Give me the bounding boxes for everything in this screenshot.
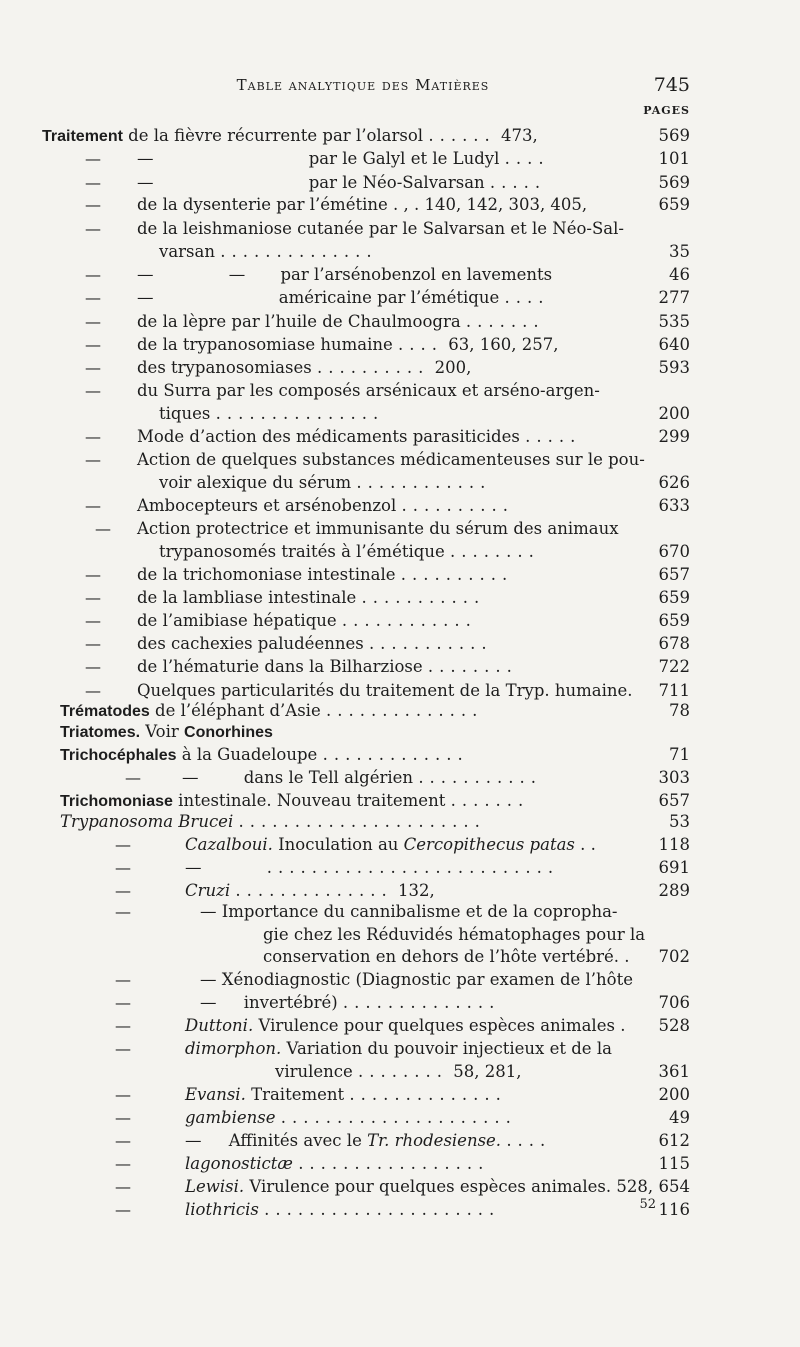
ditto-dash: — <box>85 219 101 238</box>
entry-text: Ambocepteurs et arsénobenzol .......... <box>137 496 514 515</box>
entry-text: Quelques particularités du traitement de la Tryp. humaine. <box>137 681 633 700</box>
ditto-dash: — <box>115 1200 131 1219</box>
index-entry <box>0 880 800 902</box>
entry-text: — Xénodiagnostic (Diagnostic par examen de l’hôte <box>200 970 634 989</box>
entry-text: — .......................... <box>185 858 560 877</box>
page-number: 745 <box>653 74 690 96</box>
index-entry <box>0 426 800 448</box>
entry-page-ref: 593 <box>658 358 690 377</box>
entry-text: de la lambliase intestinale ........... <box>137 588 486 607</box>
entry-page-ref: 640 <box>658 335 690 354</box>
index-entry <box>0 811 800 833</box>
entry-page-ref: 670 <box>658 542 690 561</box>
entry-text: tiques ............... <box>159 404 385 423</box>
entry-page-ref: 569 <box>658 173 690 192</box>
entry-page-ref: 303 <box>658 768 690 787</box>
entry-text: Traitement de la fièvre récurrente par l’olarsol ...... 473, <box>42 126 538 145</box>
ditto-dash: — <box>85 265 101 284</box>
entry-page-ref: 659 <box>658 611 690 630</box>
entry-page-ref: 115 <box>658 1154 690 1173</box>
entry-page-ref: 612 <box>658 1131 690 1150</box>
entry-page-ref: 361 <box>658 1062 690 1081</box>
entry-text: Mode d’action des médicaments parasiticides ..... <box>137 427 582 446</box>
ditto-dash: — <box>85 335 101 354</box>
entry-page-ref: 528 <box>658 1016 690 1035</box>
ditto-dash: — <box>115 970 131 989</box>
index-entry <box>0 767 800 789</box>
entry-page-ref: 535 <box>658 312 690 331</box>
index-entry <box>0 1130 800 1152</box>
entry-text: — invertébré) .............. <box>200 993 501 1012</box>
ditto-dash: — <box>85 681 101 700</box>
entry-page-ref: 299 <box>658 427 690 446</box>
index-entry <box>0 1015 800 1037</box>
index-entry <box>0 700 800 722</box>
ditto-dash: — <box>115 1085 131 1104</box>
entry-text: de la dysenterie par l’émétine . , . 140, 142, 303, 405, <box>137 195 588 214</box>
index-entry <box>0 241 800 263</box>
entry-text: gambiense ..................... <box>185 1108 517 1127</box>
entry-text: virulence ........ 58, 281, <box>275 1062 522 1081</box>
ditto-dash: — <box>85 634 101 653</box>
entry-text: voir alexique du sérum ............ <box>159 473 492 492</box>
entry-text: Trématodes de l’éléphant d’Asie .............. <box>60 701 484 720</box>
entry-page-ref: 702 <box>658 947 690 966</box>
entry-page-ref: 78 <box>669 701 690 720</box>
entry-text: Trichocéphales à la Guadeloupe ............. <box>60 745 469 764</box>
index-entry <box>0 656 800 678</box>
ditto-dash: — <box>115 835 131 854</box>
entry-page-ref: 569 <box>658 126 690 145</box>
entry-page-ref: 633 <box>658 496 690 515</box>
ditto-dash: — <box>115 881 131 900</box>
index-entry <box>0 403 800 425</box>
index-entry <box>0 901 800 923</box>
entry-page-ref: 116 <box>658 1200 690 1219</box>
ditto-dash: — <box>115 858 131 877</box>
ditto-dash: — <box>85 496 101 515</box>
entry-text: — Affinités avec le Tr. rhodesiense. .... <box>185 1131 552 1150</box>
index-entry <box>0 1061 800 1083</box>
index-entry <box>0 744 800 766</box>
entry-text: — Importance du cannibalisme et de la copropha- <box>200 902 618 921</box>
ditto-dash: — <box>85 450 101 469</box>
signature-mark: 52 <box>639 1197 656 1212</box>
index-entry <box>0 264 800 286</box>
entry-text: Trichomoniase intestinale. Nouveau traitement ....... <box>60 791 530 810</box>
index-entry <box>0 541 800 563</box>
index-entry <box>0 721 800 743</box>
entry-page-ref: 659 <box>658 195 690 214</box>
entry-text: — américaine par l’émétique .... <box>137 288 550 307</box>
ditto-dash: — <box>85 358 101 377</box>
entry-text: de la leishmaniose cutanée par le Salvarsan et le Néo-Sal- <box>137 219 624 238</box>
ditto-dash: — <box>85 149 101 168</box>
entry-page-ref: 53 <box>669 812 690 831</box>
pages-column-label: PAGES <box>643 104 690 117</box>
entry-page-ref: 71 <box>669 745 690 764</box>
entry-page-ref: 659 <box>658 588 690 607</box>
entry-text: des cachexies paludéennes ........... <box>137 634 493 653</box>
index-entry <box>0 472 800 494</box>
ditto-dash: — <box>95 519 111 538</box>
index-entry <box>0 1038 800 1060</box>
index-entry <box>0 449 800 471</box>
entry-text: de la lèpre par l’huile de Chaulmoogra ....... <box>137 312 545 331</box>
ditto-dash: — <box>85 565 101 584</box>
ditto-dash: — <box>85 173 101 192</box>
entry-page-ref: 35 <box>669 242 690 261</box>
entry-text: — par le Néo-Salvarsan ..... <box>137 173 547 192</box>
entry-page-ref: 289 <box>658 881 690 900</box>
ditto-dash: — <box>115 902 131 921</box>
index-entry <box>0 1107 800 1129</box>
index-entry <box>0 969 800 991</box>
entry-text: dimorphon. Variation du pouvoir injectieux et de la <box>185 1039 612 1058</box>
index-entry <box>0 680 800 702</box>
index-entry <box>0 790 800 812</box>
entry-page-ref: 657 <box>658 791 690 810</box>
index-entry <box>0 148 800 170</box>
ditto-dash: — <box>85 381 101 400</box>
index-entry <box>0 924 800 946</box>
entry-page-ref: 657 <box>658 565 690 584</box>
index-entry <box>0 125 800 147</box>
entry-page-ref: 200 <box>658 1085 690 1104</box>
ditto-dash: — <box>85 427 101 446</box>
entry-page-ref: 277 <box>658 288 690 307</box>
ditto-dash: — <box>115 1039 131 1058</box>
running-header-title: Table analytique des Matières <box>236 76 490 94</box>
index-entry <box>0 633 800 655</box>
ditto-dash: — <box>115 1177 131 1196</box>
entry-text: de l’hématurie dans la Bilharziose ........ <box>137 657 518 676</box>
entry-page-ref: 691 <box>658 858 690 877</box>
ditto-dash: — <box>115 1108 131 1127</box>
entry-text: Action protectrice et immunisante du sérum des animaux <box>137 519 619 538</box>
index-entry <box>0 946 800 968</box>
entry-text: de la trypanosomiase humaine .... 63, 160, 257, <box>137 335 559 354</box>
entry-text: conservation en dehors de l’hôte vertébré. . <box>263 947 630 966</box>
entry-text: des trypanosomiases .......... 200, <box>137 358 472 377</box>
entry-text: lagonostictæ ................. <box>185 1154 490 1173</box>
entry-text: — — par l’arsénobenzol en lavements <box>137 265 553 284</box>
index-entry <box>0 287 800 309</box>
index-entry <box>0 357 800 379</box>
entry-text: liothricis ..................... <box>185 1200 501 1219</box>
entry-text: trypanosomés traités à l’émétique ........ <box>159 542 540 561</box>
index-entry <box>0 1084 800 1106</box>
entry-page-ref: 711 <box>658 681 690 700</box>
ditto-dash: — <box>115 1016 131 1035</box>
entry-text: — par le Galyl et le Ludyl .... <box>137 149 550 168</box>
entry-page-ref: 118 <box>658 835 690 854</box>
entry-page-ref: 654 <box>658 1177 690 1196</box>
index-entry <box>0 564 800 586</box>
entry-text: de la trichomoniase intestinale .......... <box>137 565 514 584</box>
entry-text: Lewisi. Virulence pour quelques espèces animales. 528, <box>185 1177 654 1196</box>
index-entry <box>0 587 800 609</box>
entry-text: — dans le Tell algérien ........... <box>182 768 543 787</box>
ditto-dash: — <box>125 768 141 787</box>
entry-page-ref: 722 <box>658 657 690 676</box>
index-entry <box>0 194 800 216</box>
entry-text: Trypanosoma Brucei ...................... <box>60 812 486 831</box>
entry-text: Cazalboui. Inoculation au Cercopithecus patas . . <box>185 835 596 854</box>
entry-page-ref: 678 <box>658 634 690 653</box>
entry-page-ref: 101 <box>658 149 690 168</box>
ditto-dash: — <box>85 588 101 607</box>
entry-text: gie chez les Réduvidés hématophages pour la <box>263 925 646 944</box>
entry-text: Action de quelques substances médicamenteuses sur le pou- <box>137 450 645 469</box>
index-entry <box>0 610 800 632</box>
ditto-dash: — <box>85 195 101 214</box>
entry-text: varsan .............. <box>159 242 378 261</box>
index-entry <box>0 992 800 1014</box>
index-entry <box>0 1153 800 1175</box>
entry-text: Cruzi .............. 132, <box>185 881 435 900</box>
entry-page-ref: 49 <box>669 1108 690 1127</box>
entry-text: Duttoni. Virulence pour quelques espèces animales . <box>185 1016 626 1035</box>
ditto-dash: — <box>115 993 131 1012</box>
index-entry <box>0 1176 800 1198</box>
index-entry <box>0 311 800 333</box>
entry-page-ref: 706 <box>658 993 690 1012</box>
index-entry <box>0 380 800 402</box>
entry-text: de l’amibiase hépatique ............ <box>137 611 477 630</box>
ditto-dash: — <box>85 611 101 630</box>
entry-page-ref: 626 <box>658 473 690 492</box>
ditto-dash: — <box>85 657 101 676</box>
index-entry <box>0 834 800 856</box>
entry-text: Triatomes. Voir Conorhines <box>60 722 273 741</box>
ditto-dash: — <box>115 1131 131 1150</box>
entry-text: Evansi. Traitement .............. <box>185 1085 507 1104</box>
entry-page-ref: 200 <box>658 404 690 423</box>
index-entry <box>0 218 800 240</box>
ditto-dash: — <box>85 288 101 307</box>
index-entry <box>0 495 800 517</box>
index-entry <box>0 334 800 356</box>
ditto-dash: — <box>85 312 101 331</box>
index-entry <box>0 857 800 879</box>
index-entry <box>0 518 800 540</box>
index-entry <box>0 1199 800 1221</box>
ditto-dash: — <box>115 1154 131 1173</box>
entry-text: du Surra par les composés arsénicaux et arséno-argen- <box>137 381 600 400</box>
index-entry <box>0 172 800 194</box>
entry-page-ref: 46 <box>669 265 690 284</box>
